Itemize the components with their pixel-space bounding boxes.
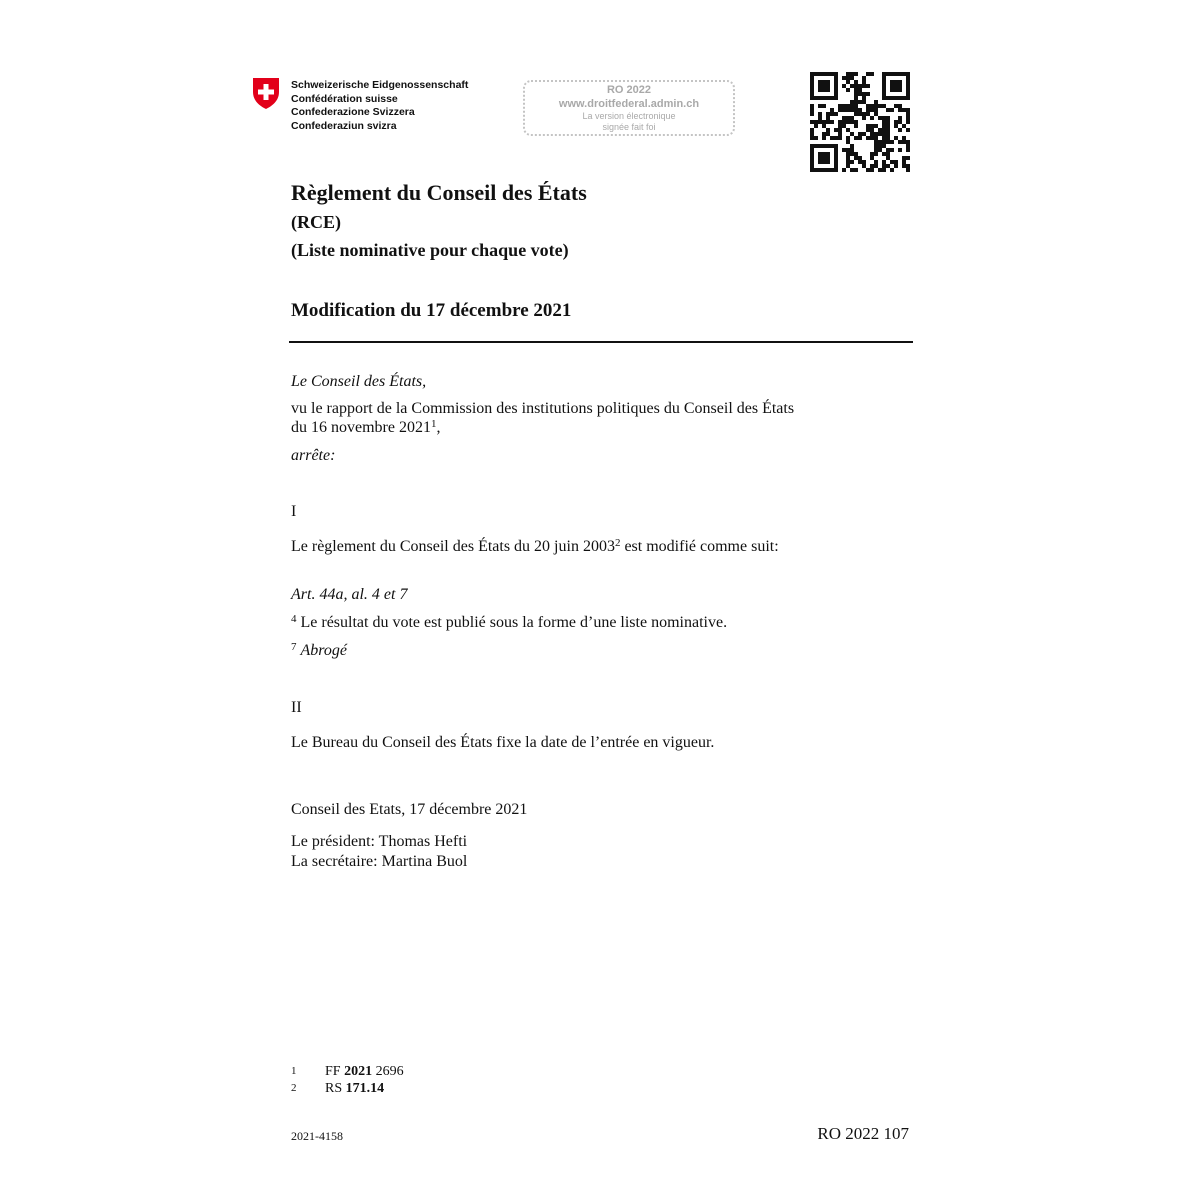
stamp-line-1: RO 2022 [606, 84, 652, 96]
qr-code-icon [810, 72, 910, 172]
signature-place-date: Conseil des Etats, 17 décembre 2021 [291, 801, 528, 818]
document-abbreviation: (RCE) [291, 212, 341, 232]
signature-secretary: La secrétaire: Martina Buol [291, 853, 468, 870]
paragraph-4: $^4$ Le résultat du vote est publié sous la forme d’une liste nominative. [291, 613, 728, 631]
footnote-ref-1[interactable]: 1 [430, 418, 437, 430]
stamp-line-4: signée fait foi [602, 122, 656, 132]
section-numeral-1: I [291, 503, 297, 520]
document-reference-number: 2021-4158 [291, 1129, 343, 1143]
section-2-text: Le Bureau du Conseil des États fixe la date de l’entrée en vigueur. [291, 734, 715, 751]
footnote-1: 1 FF 2021 2696 [291, 1064, 404, 1079]
title-divider [289, 341, 913, 343]
document-subtitle: (Liste nominative pour chaque vote) [291, 240, 569, 260]
stamp-url: www.droitfederal.admin.ch [558, 98, 700, 110]
preamble-considering-line-1: vu le rapport de la Commission des institutions politiques du Conseil des États [291, 400, 795, 417]
stamp-line-3: La version électronique [582, 111, 676, 121]
modification-date-heading: Modification du 17 décembre 2021 [291, 300, 572, 321]
footnote-2: 2 RS 171.14 [291, 1081, 385, 1096]
swiss-coat-of-arms-icon [251, 76, 281, 110]
preamble-considering-line-2: du 16 novembre 2021$^1$, [291, 418, 441, 436]
confederation-line-it: Confederazione Svizzera [291, 106, 415, 118]
confederation-line-rm: Confederaziun svizra [291, 119, 397, 132]
paragraph-7: $^7$ Abrogé [291, 641, 348, 659]
article-reference: Art. 44a, al. 4 et 7 [291, 586, 408, 603]
section-numeral-2: II [291, 699, 302, 716]
publication-stamp [523, 80, 735, 136]
confederation-line-fr: Confédération suisse [291, 92, 398, 105]
document-title: Règlement du Conseil des États [291, 180, 587, 205]
confederation-name-block [291, 79, 468, 133]
preamble-authority: Le Conseil des États, [291, 373, 427, 390]
page-reference: RO 2022 107 [817, 1124, 909, 1143]
footnote-ref-2[interactable]: 2 [614, 537, 621, 549]
signature-president: Le président: Thomas Hefti [291, 833, 468, 850]
preamble-decrees: arrête: [291, 447, 336, 464]
section-1-text: Le règlement du Conseil des États du 20 juin 2003$^2$ est modifié comme suit: [291, 537, 779, 555]
confederation-line-de: Schweizerische Eidgenossenschaft [291, 79, 469, 91]
